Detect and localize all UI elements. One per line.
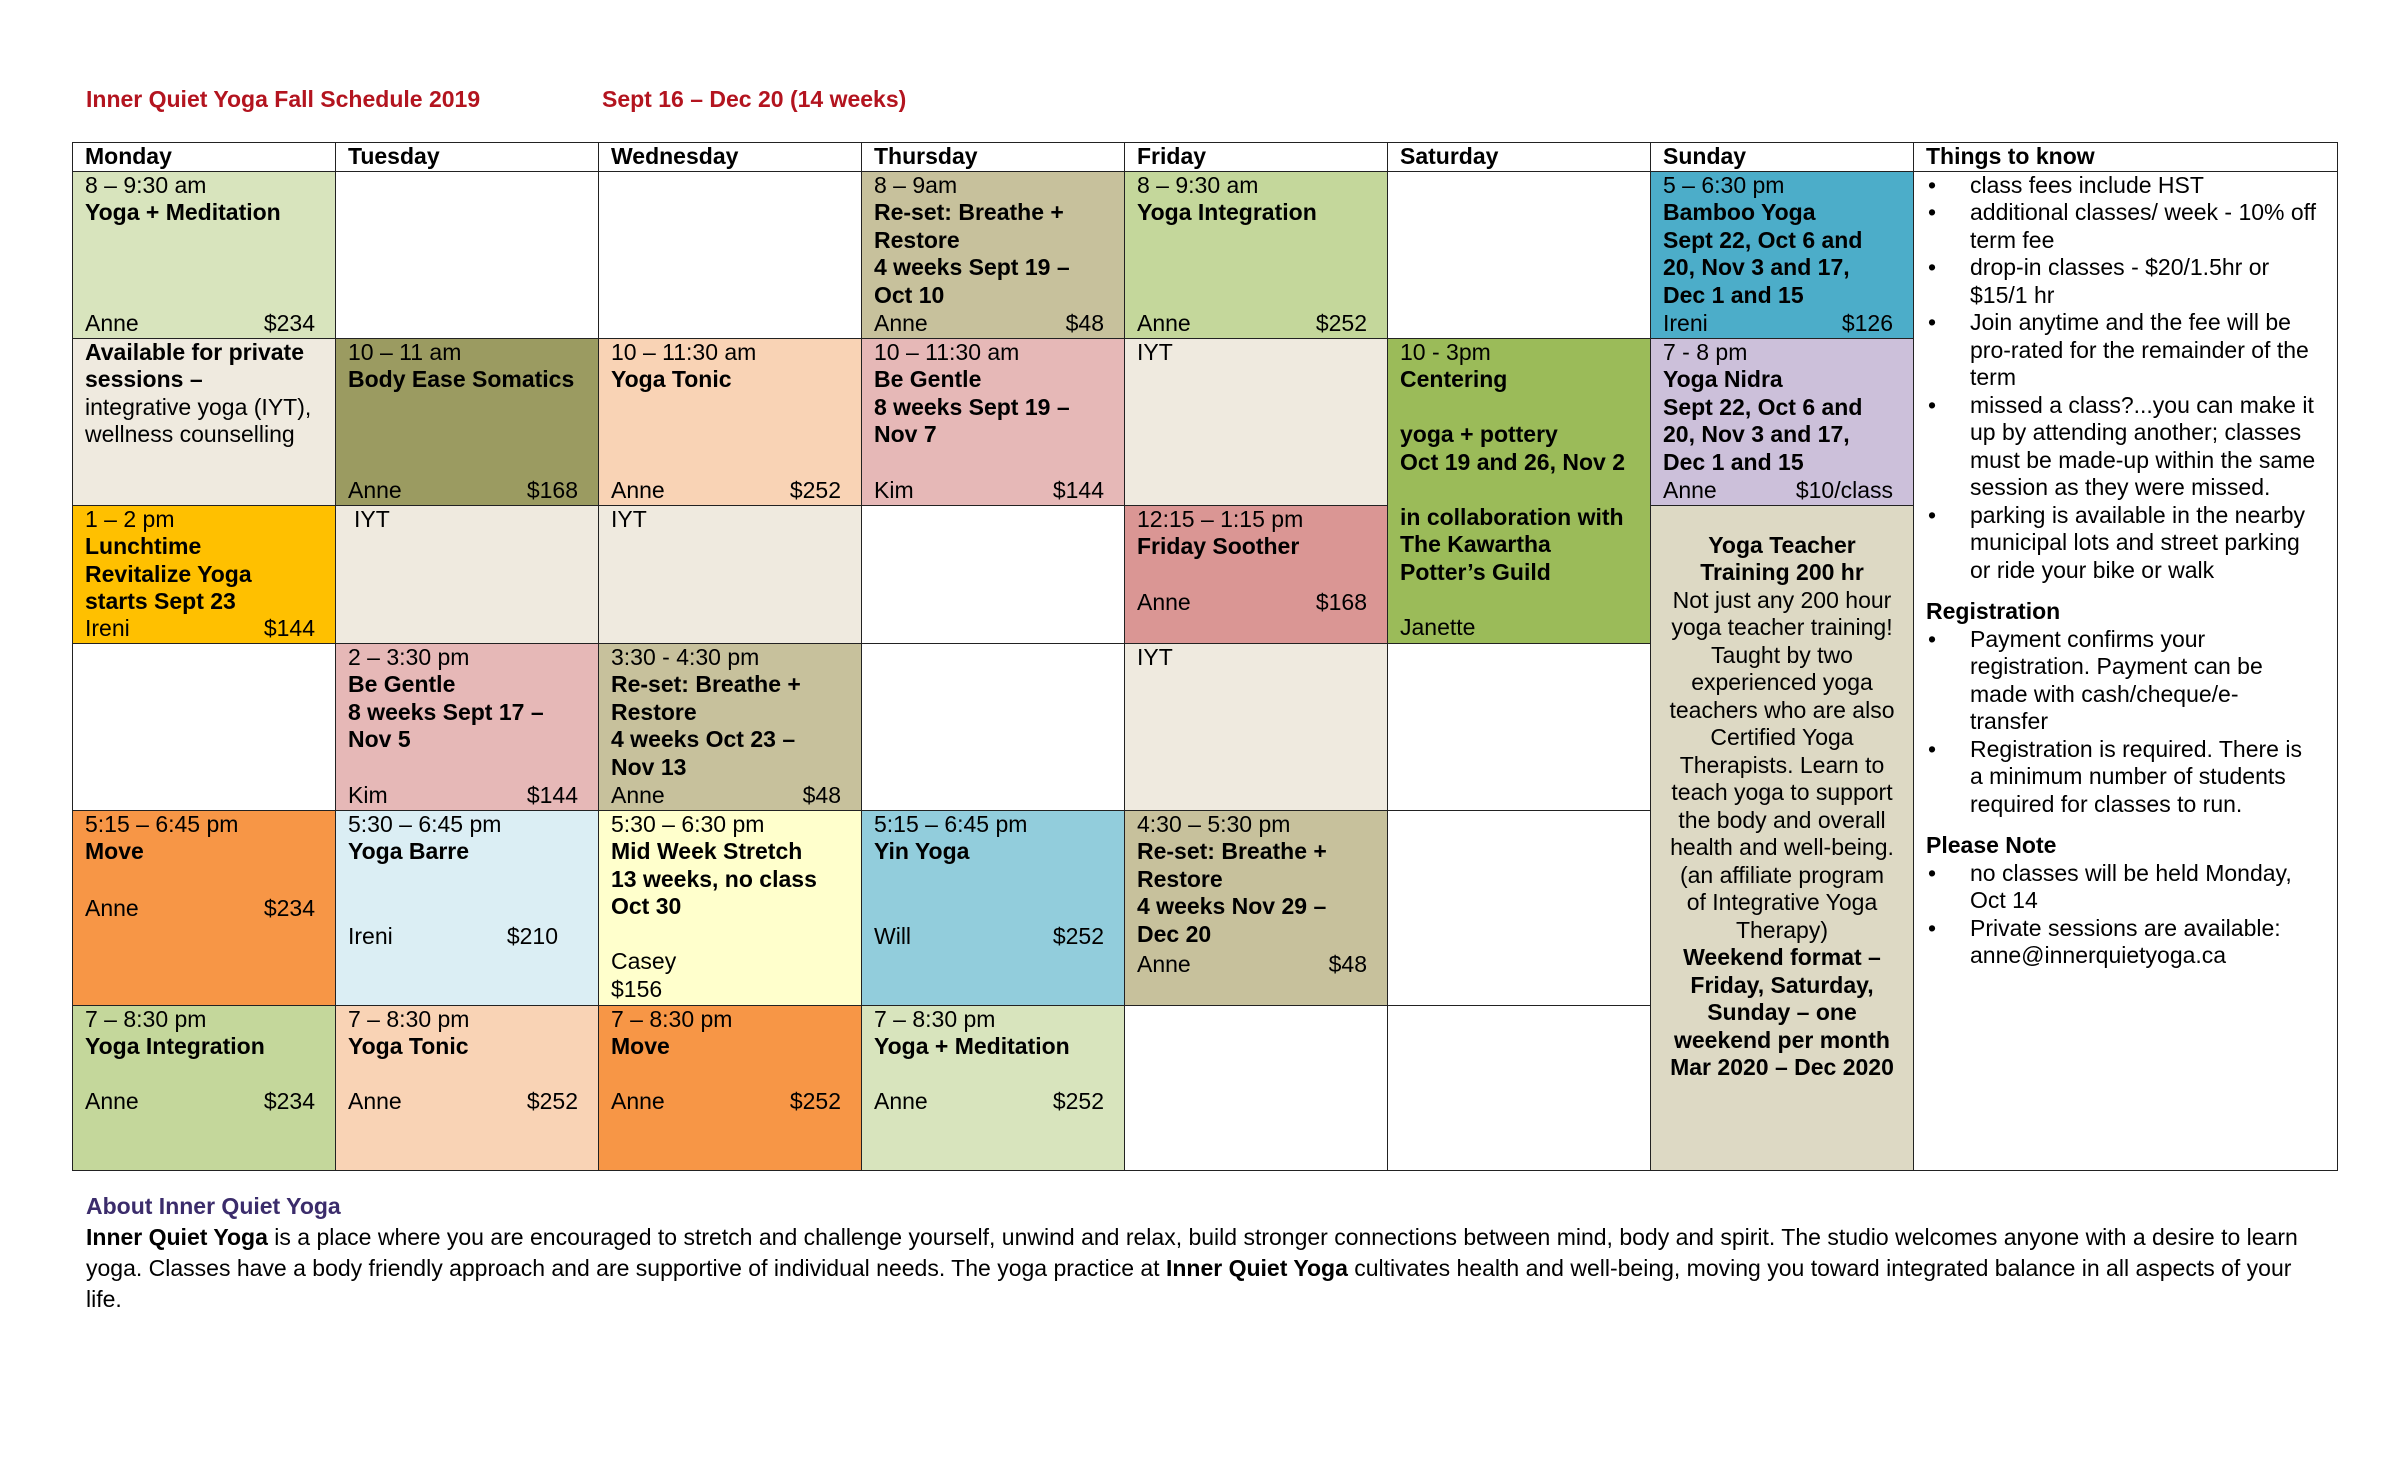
class-teacher: Janette <box>1400 614 1476 640</box>
class-name: Re-set: Breathe + <box>1137 838 1327 864</box>
class-subtitle: yoga + pottery <box>1400 421 1558 447</box>
class-price: $234 <box>263 1088 315 1114</box>
class-price: $252 <box>789 1088 841 1114</box>
class-time: 10 – 11 am <box>348 338 462 365</box>
class-dates: 8 weeks Sept 19 – <box>874 393 1070 420</box>
class-teacher: Anne <box>874 310 928 336</box>
class-price: $48 <box>802 782 841 808</box>
class-teacher: Ireni <box>348 923 393 949</box>
class-teacher: Anne <box>1137 310 1191 336</box>
class-teacher: Anne <box>611 477 665 503</box>
class-dates-cont: 20, Nov 3 and 17, <box>1663 254 1850 280</box>
class-price: $168 <box>1315 589 1367 615</box>
empty-cell <box>73 643 336 810</box>
empty-cell <box>862 505 1125 643</box>
class-name: Centering <box>1400 366 1508 392</box>
empty-cell <box>1388 171 1651 338</box>
class-teacher: Anne <box>611 1088 665 1114</box>
class-dates-cont: Oct 10 <box>874 281 945 308</box>
class-name: Move <box>85 838 144 864</box>
class-teacher: Anne <box>85 895 139 921</box>
empty-cell <box>336 171 599 338</box>
day-header-sunday: Sunday <box>1651 143 1914 172</box>
class-dates-cont: Dec 1 and 15 <box>1663 281 1804 308</box>
class-time: 5:15 – 6:45 pm <box>85 810 239 837</box>
things-item: • drop-in classes - $20/1.5hr or $15/1 hr <box>1926 254 2323 309</box>
class-time: 7 - 8 pm <box>1663 338 1748 365</box>
class-dates: Sept 22, Oct 6 and <box>1663 226 1863 253</box>
class-name: Yoga Integration <box>85 1033 265 1059</box>
class-price: $252 <box>526 1088 578 1114</box>
class-teacher: Ireni <box>1663 310 1708 336</box>
class-time: 4:30 – 5:30 pm <box>1137 810 1291 837</box>
class-teacher: Anne <box>85 1088 139 1114</box>
class-name: Yoga + Meditation <box>874 1033 1070 1059</box>
class-cell-fri-1 <box>1125 171 1388 338</box>
class-teacher: Anne <box>1137 951 1191 977</box>
class-cell-thu-1 <box>862 171 1125 338</box>
class-dates: 13 weeks, no class <box>611 865 817 892</box>
class-price: $210 <box>506 923 558 949</box>
registration-item: • Payment confirms your registration. Payment can be made with cash/cheque/e- transfer <box>1926 626 2323 736</box>
class-cell-mon-3: 1 – 2 pm Lunchtime Revitalize Yoga starts Sept 23 Ireni $144 <box>73 505 336 643</box>
class-name: Yoga Barre <box>348 838 470 864</box>
class-time: 12:15 – 1:15 pm <box>1137 505 1304 532</box>
class-time: 1 – 2 pm <box>85 505 175 532</box>
class-name: Move <box>611 1033 670 1059</box>
class-cell-sun-1 <box>1651 171 1914 338</box>
class-price: $156 <box>611 975 663 1002</box>
class-teacher: Anne <box>85 310 139 336</box>
class-price: $144 <box>526 782 578 808</box>
class-name: Re-set: Breathe + <box>874 199 1064 225</box>
class-time: 5 – 6:30 pm <box>1663 171 1785 198</box>
class-price: $48 <box>1065 310 1104 336</box>
things-header: Things to know <box>1914 143 2338 172</box>
class-time: 7 – 8:30 pm <box>348 1005 470 1032</box>
about-section <box>86 1191 2326 1315</box>
class-cell-tue-2 <box>336 338 599 505</box>
class-time: 8 – 9am <box>874 171 958 198</box>
class-teacher: Anne <box>348 1088 402 1114</box>
class-name: Bamboo Yoga <box>1663 199 1816 225</box>
class-cell-thu-2 <box>862 338 1125 505</box>
day-header-saturday: Saturday <box>1388 143 1651 172</box>
class-cell-fri-5: 4:30 – 5:30 pm Re-set: Breathe + Restore 4 weeks Nov 29 – Dec 20 Anne $48 <box>1125 810 1388 1005</box>
private-sessions-cell: Available for private sessions – integrative yoga (IYT), wellness counselling <box>73 338 336 505</box>
class-name: Yoga + Meditation <box>85 199 281 225</box>
things-item: • missed a class?...you can make it up by attending another; classes must be made-up within the same session as they were missed. <box>1926 392 2323 502</box>
class-price: $234 <box>263 310 315 336</box>
class-cell-tue-4: 2 – 3:30 pm Be Gentle 8 weeks Sept 17 – Nov 5 Kim $144 <box>336 643 599 810</box>
schedule-title: Inner Quiet Yoga Fall Schedule 2019 <box>86 86 481 112</box>
class-cell-wed-5: 5:30 – 6:30 pm Mid Week Stretch 13 weeks, no class Oct 30 Casey $156 <box>599 810 862 1005</box>
class-time: 5:30 – 6:30 pm <box>611 810 765 837</box>
class-cell-mon-1 <box>73 171 336 338</box>
class-cell-tue-6 <box>336 1005 599 1170</box>
empty-cell <box>1388 810 1651 1005</box>
notes-list <box>1926 860 2323 970</box>
class-price: $252 <box>1052 1088 1104 1114</box>
class-teacher: Anne <box>348 477 402 503</box>
class-cell-fri-3 <box>1125 505 1388 643</box>
ytt-dates: Mar 2020 – Dec 2020 <box>1670 1054 1894 1080</box>
iyt-cell: IYT <box>336 505 599 643</box>
day-header-row <box>73 143 2338 172</box>
class-time: 7 – 8:30 pm <box>874 1005 996 1032</box>
teacher-training-cell: Yoga Teacher Training 200 hr Not just any 200 hour yoga teacher training! Taught by two experienced yoga teachers who are also Certified Yoga Therapists. Learn to teach yoga to support the body and overall health and well-being. (an affiliate program of Integrative Yoga Therapy) Weekend format – Friday, Saturday, Sunday – one weekend per month Mar 2020 – Dec 2020 <box>1651 505 1914 1170</box>
class-name: Yoga Integration <box>1137 199 1317 225</box>
class-time: 8 – 9:30 am <box>1137 171 1259 198</box>
day-header-wednesday: Wednesday <box>599 143 862 172</box>
class-teacher: Kim <box>874 477 914 503</box>
class-price: $168 <box>526 477 578 503</box>
class-teacher: Ireni <box>85 615 130 641</box>
class-price: $144 <box>263 615 315 641</box>
class-price: $48 <box>1328 951 1367 977</box>
class-price: $252 <box>789 477 841 503</box>
empty-cell <box>862 643 1125 810</box>
about-title: About Inner Quiet Yoga <box>86 1193 341 1219</box>
class-price: $252 <box>1315 310 1367 336</box>
class-cell-thu-6 <box>862 1005 1125 1170</box>
class-time: 10 – 11:30 am <box>874 338 1020 365</box>
class-dates: 4 weeks Nov 29 – <box>1137 893 1327 919</box>
ytt-title: Yoga Teacher <box>1708 531 1856 558</box>
empty-cell <box>599 171 862 338</box>
things-list <box>1926 172 2323 585</box>
class-time: 5:15 – 6:45 pm <box>874 810 1028 837</box>
class-time: 7 – 8:30 pm <box>85 1005 207 1032</box>
class-cell-wed-6 <box>599 1005 862 1170</box>
class-name: Mid Week Stretch <box>611 838 803 864</box>
class-time: 5:30 – 6:45 pm <box>348 810 502 837</box>
class-cell-sat-2: 10 - 3pm Centering yoga + pottery Oct 19 and 26, Nov 2 in collaboration with The Kawartha Potter’s Guild Janette <box>1388 338 1651 643</box>
class-price: $252 <box>1052 923 1104 949</box>
day-header-monday: Monday <box>73 143 336 172</box>
class-name: Re-set: Breathe + <box>611 671 801 697</box>
things-item: • additional classes/ week - 10% off term fee <box>1926 199 2323 254</box>
class-cell-thu-5 <box>862 810 1125 1005</box>
empty-cell <box>1388 643 1651 810</box>
class-cell-mon-5 <box>73 810 336 1005</box>
things-item: • Join anytime and the fee will be pro-rated for the remainder of the term <box>1926 309 2323 392</box>
day-header-thursday: Thursday <box>862 143 1125 172</box>
class-dates: Oct 19 and 26, Nov 2 <box>1400 448 1625 475</box>
class-price: $10/class <box>1795 477 1893 503</box>
class-cell-wed-4: 3:30 - 4:30 pm Re-set: Breathe + Restore 4 weeks Oct 23 – Nov 13 Anne $48 <box>599 643 862 810</box>
class-dates: 8 weeks Sept 17 – <box>348 698 544 725</box>
schedule-table <box>72 142 2338 1171</box>
schedule-dates: Sept 16 – Dec 20 (14 weeks) <box>602 86 907 112</box>
class-cell-mon-6 <box>73 1005 336 1170</box>
contact-email: anne@innerquietyoga.ca <box>1970 942 2227 968</box>
day-header-friday: Friday <box>1125 143 1388 172</box>
things-to-know-panel <box>1914 171 2338 1170</box>
class-time: 8 – 9:30 am <box>85 171 207 198</box>
empty-cell <box>1125 1005 1388 1170</box>
class-teacher: Anne <box>874 1088 928 1114</box>
class-teacher: Will <box>874 923 912 949</box>
please-note-heading: Please Note <box>1926 832 2057 858</box>
iyt-cell: IYT <box>1125 643 1388 810</box>
things-item: • class fees include HST <box>1926 172 2323 200</box>
day-header-tuesday: Tuesday <box>336 143 599 172</box>
class-name: Yoga Tonic <box>611 366 732 392</box>
registration-list <box>1926 626 2323 819</box>
class-teacher: Anne <box>1137 589 1191 615</box>
class-name: Friday Soother <box>1137 533 1300 559</box>
class-dates-cont: Nov 7 <box>874 421 937 447</box>
about-brand: Inner Quiet Yoga <box>86 1224 268 1250</box>
class-dates: 4 weeks Oct 23 – <box>611 726 796 752</box>
class-cell-sun-2: 7 - 8 pm Yoga Nidra Sept 22, Oct 6 and 20, Nov 3 and 17, Dec 1 and 15 Anne $10/class <box>1651 338 1914 505</box>
registration-item: • Registration is required. There is a minimum number of students required for classes to run. <box>1926 736 2323 819</box>
class-name-cont: Restore <box>874 226 960 253</box>
things-item: • parking is available in the nearby municipal lots and street parking or ride your bike or walk <box>1926 502 2323 585</box>
class-cell-tue-5 <box>336 810 599 1005</box>
class-time: 7 – 8:30 pm <box>611 1005 733 1032</box>
class-time: 3:30 - 4:30 pm <box>611 643 760 670</box>
class-time: 10 – 11:30 am <box>611 338 757 365</box>
class-name: Be Gentle <box>874 366 982 392</box>
class-cell-wed-2 <box>599 338 862 505</box>
class-name: Be Gentle <box>348 671 456 697</box>
iyt-cell: IYT <box>1125 338 1388 505</box>
class-name: Body Ease Somatics <box>348 366 575 392</box>
about-paragraph: Inner Quiet Yoga is a place where you are encouraged to stretch and challenge yourself, unwind and relax, build stronger connections between mind, body and spirit. The studio welcomes anyone with a desire to learn yoga. Classes have a body friendly approach and are supportive of individual needs. The yoga practice at Inner Quiet Yoga cultivates health and well-being, moving you toward integrated balance in all aspects of your life. <box>86 1224 2298 1312</box>
ytt-format: Weekend format – <box>1683 944 1881 970</box>
class-time: 10 - 3pm <box>1400 338 1491 365</box>
empty-cell <box>1388 1005 1651 1170</box>
class-dates: 4 weeks Sept 19 – <box>874 254 1070 280</box>
class-teacher: Anne <box>1663 477 1717 503</box>
class-teacher: Kim <box>348 782 388 808</box>
class-name: Yin Yoga <box>874 838 970 864</box>
class-collab: in collaboration with <box>1400 503 1624 530</box>
class-teacher: Casey <box>611 948 677 974</box>
registration-heading: Registration <box>1926 598 2061 624</box>
class-dates: Sept 22, Oct 6 and <box>1663 393 1863 420</box>
about-brand: Inner Quiet Yoga <box>1165 1255 1348 1281</box>
class-time: 2 – 3:30 pm <box>348 643 470 670</box>
class-name: Lunchtime <box>85 533 202 559</box>
note-item: • no classes will be held Monday, Oct 14 <box>1926 860 2323 915</box>
class-teacher: Anne <box>611 782 665 808</box>
class-price: $126 <box>1841 310 1893 336</box>
class-name: Yoga Tonic <box>348 1033 469 1059</box>
class-name: Yoga Nidra <box>1663 366 1783 392</box>
class-price: $234 <box>263 895 315 921</box>
note-item: • Private sessions are available: anne@innerquietyoga.ca <box>1926 915 2323 970</box>
iyt-cell: IYT <box>599 505 862 643</box>
class-price: $144 <box>1052 477 1104 503</box>
